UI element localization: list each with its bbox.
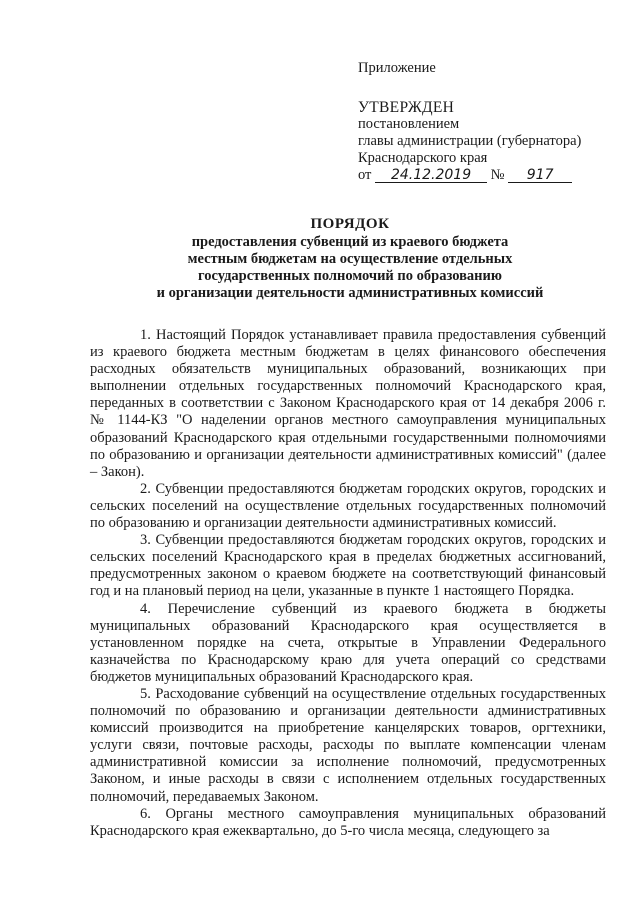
paragraph-4: 4. Перечисление субвенций из краевого бюджета в бюджеты муниципальных образований Краснодарского края осуществляется в установленном порядке на счета, открытые в Управлении Федерального казначейства по Краснодарскому краю для учета операций со средствами бюджетов муниципальных образований Краснодарского края. [90, 600, 606, 685]
title-line: местным бюджетам на осуществление отдельных [187, 251, 513, 267]
title-line: государственных полномочий по образованию [198, 268, 502, 284]
approval-line: главы администрации (губернатора) [358, 133, 582, 149]
handwritten-date: 24.12.2019 [375, 168, 487, 183]
handwritten-number: 917 [508, 168, 572, 183]
approval-line: постановлением [358, 116, 460, 132]
paragraph-5: 5. Расходование субвенций на осуществление отдельных государственных полномочий по образованию и организации деятельности административных комиссий производится на приобретение канцелярских товаров, оргтехники, услуги связи, почтовые расходы, расходы по выплате компенсации членам административной комиссии за исполнение полномочий, предусмотренных Законом, и иные расходы в связи с исполнением отдельных государственных полномочий, передаваемых Законом. [90, 685, 606, 805]
title-line: предоставления субвенций из краевого бюджета [191, 234, 509, 250]
paragraph-3: 3. Субвенции предоставляются бюджетам городских округов, городских и сельских поселений Краснодарского края в пределах бюджетных ассигнований, предусмотренных законом о краевом бюджете на соответствующий финансовый год и на плановый период на цели, указанные в пункте 1 настоящего Порядка. [90, 532, 606, 600]
title-main: ПОРЯДОК [310, 216, 390, 232]
number-sign: № [490, 167, 505, 183]
document-title [90, 216, 610, 302]
title-line: и организации деятельности административных комиссий [156, 285, 544, 301]
document-body [90, 327, 606, 840]
paragraph-2: 2. Субвенции предоставляются бюджетам городских округов, городских и сельских поселений на осуществление отдельных государственных полномочий по образованию и организации деятельности административных комиссий. [90, 480, 606, 532]
date-number-line [358, 167, 628, 184]
paragraph-1: 1. Настоящий Порядок устанавливает правила предоставления субвенций из краевого бюджета местным бюджетам в целях финансового обеспечения расходных обязательств муниципальных образований, возникающих при выполнении отдельных государственных полномочий Краснодарского края, переданных в соответствии с Законом Краснодарского края от 14 декабря 2006 г. № 1144-КЗ "О наделении органов местного самоуправления муниципальных образований Краснодарского края отдельными государственными полномочиями по образованию и организации деятельности административных комиссий" (далее – Закон). [90, 327, 606, 480]
approved-heading: УТВЕРЖДЕН [358, 99, 455, 116]
approval-block [358, 60, 628, 184]
approval-line: Краснодарского края [358, 150, 488, 166]
date-prefix: от [358, 167, 372, 183]
paragraph-6: 6. Органы местного самоуправления муниципальных образований Краснодарского края ежеквартально, до 5-го числа месяца, следующего за [90, 805, 606, 839]
annex-label: Приложение [358, 60, 436, 76]
